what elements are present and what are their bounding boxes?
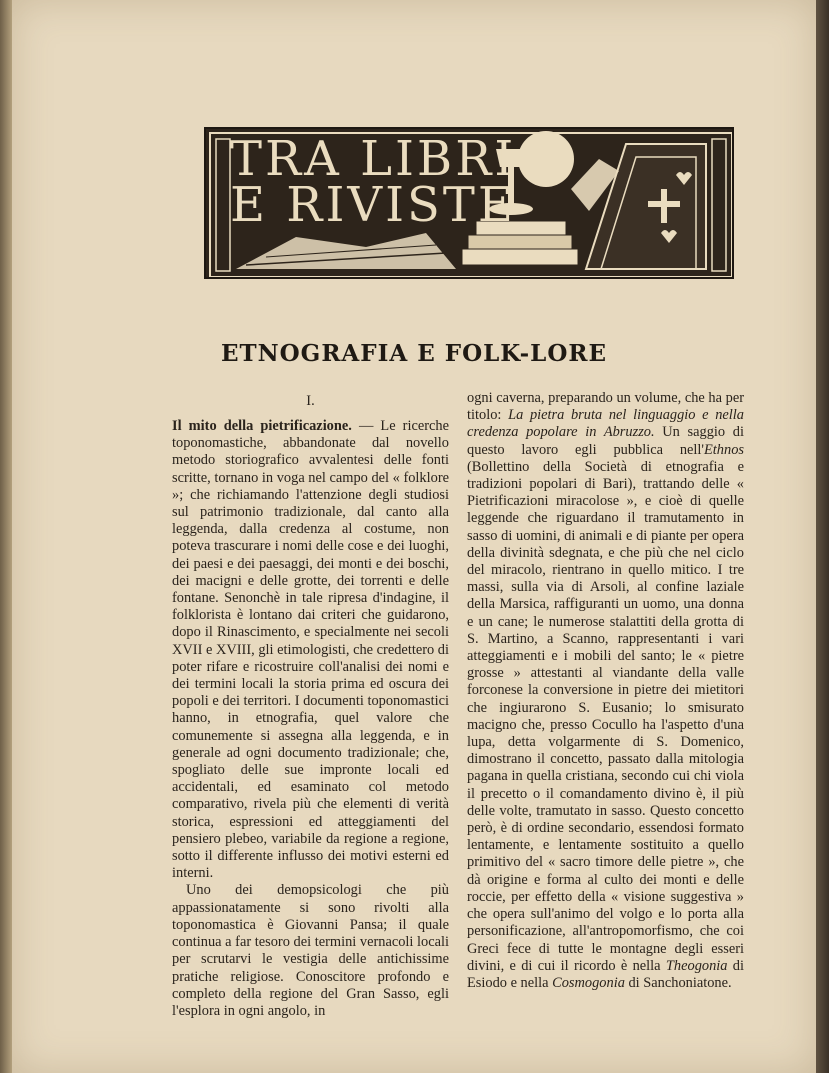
right-column <box>467 390 744 992</box>
text-run-3: (Bollettino della Società di etnografia e tradizioni popolari di Bari), trattando delle « Pietrificazioni miracolose », e cioè di quelle leggende che riguardano il tramutamento in sasso di uomini, di animali e di piante per opera della divinità sdegnata, e che più che nel ciclo del miracolo, rientrano in quello mitico. I tre massi, sulla via di Arsoli, al confine laziale della Marsica, raffiguranti un uomo, una donna e un cane; le numerose stalattiti della grotta di S. Martino, a Scanno, rappresentanti i vari atteggiamenti e i mobili del santo; le « pietre grosse » attestanti al viandante della valle forconese la conversione in pietre dei mietitori che ingiurarono S. Eusanio; lo smisurato macigno che, presso Cocullo ha l'aspetto d'una lupa, detta volgarmente di S. Domenico, dimostrano il concetto, passato dalla mitologia pagana in quella cristiana, secondo cui chi viola il precetto o il comandamento divino è, il più delle volte, tramutato in sasso. Questo concetto però, è di ordine secondario, essendosi formato lentamente, e lentamente sostituito a quello primitivo del « sacro timore delle pietre », che dà origine e forma al culto dei monti e delle roccie, per effetto della « visione suggestiva » che opera sull'animo del volgo e lo porta alla personificazione, all'antropomorfismo, che coi Greci fece di tutte le montagne degli esseri divini, e di cui il ricordo è nella <box>467 458 744 974</box>
text-run-1: ogni caverna, preparando un volume, che ha per titolo: <box>467 390 744 424</box>
text-run-4: di Esiodo e nella <box>467 957 744 991</box>
text-run-2: Un saggio di questo lavoro egli pubblica nell' <box>467 424 744 458</box>
banner-title-line-2: E RIVISTE <box>230 177 516 233</box>
cosmogonia-italic: Cosmogonia <box>552 974 625 991</box>
page-right-edge <box>816 0 829 1073</box>
section-number: I. <box>306 393 315 409</box>
page-left-edge <box>0 0 12 1073</box>
banner-title-line-1: TRA LIBRI <box>230 131 517 187</box>
book-title-italic: La pietra bruta nel linguaggio e nella credenza popolare in Abruzzo. <box>467 407 744 441</box>
theogonia-italic: Theogonia <box>665 957 728 974</box>
journal-title-italic: Ethnos <box>704 441 744 458</box>
section-title: ETNOGRAFIA E FOLK-LORE <box>220 340 608 367</box>
text-run-5: di Sanchoniatone. <box>624 974 732 991</box>
paragraph-lead: Il mito della pietrificazione. <box>172 418 352 434</box>
left-column <box>172 390 449 1020</box>
header-banner <box>204 127 734 279</box>
paragraph-3 <box>467 390 744 992</box>
paragraph-1-text: — Le ricerche toponomastiche, abbandonate dal novello metodo storiografico avvalentesi delle fonti scritte, tornano in voga nel campo del « folklore »; che richiamando l'attenzione degli studiosi sul patrimonio tradizionale, dal canto alla leggenda, dalla credenza al costume, non poteva trascurare i nomi delle cose e dei luoghi, dei paesi e dei paesaggi, dei monti e dei boschi, dei macigni e delle grotte, dei torrenti e delle fontane. Senonchè in tale ripresa d'indagine, il folklorista è lontano dai criteri che guidarono, dopo il Rinascimento, e specialmente nei secoli XVII e XVIII, gli etimologisti, che credettero di poter rifare e ricostruire coll'analisi dei nomi e dei termini locali la storia prima ed oscura dei popoli e dei territori. I documenti toponomastici hanno, in etnografia, quel valore che comunemente si assegna alla leggenda, e in generale ad ogni documento tradizionale; che, spogliato delle sue impronte locali ed accidentali, ed esaminato col metodo comparativo, rivela più che elementi di verità storica, espressioni ed atteggiamenti del pensiero plebeo, variabile da regione a regione, sotto il differente influsso dei motivi esterni ed interni. <box>172 418 449 882</box>
paragraph-2: Uno dei demopsicologi che più appassionatamente si sono rivolti alla toponomastica è Giovanni Pansa; il quale continua a far tesoro dei termini vernacoli locali per scrutarvi le vestigia delle antichissime pratiche religiose. Conoscitore profondo e completo della regione del Gran Sasso, egli l'esplora in ogni angolo, in <box>172 882 449 1019</box>
page <box>12 0 816 1073</box>
paragraph-1 <box>172 418 449 882</box>
